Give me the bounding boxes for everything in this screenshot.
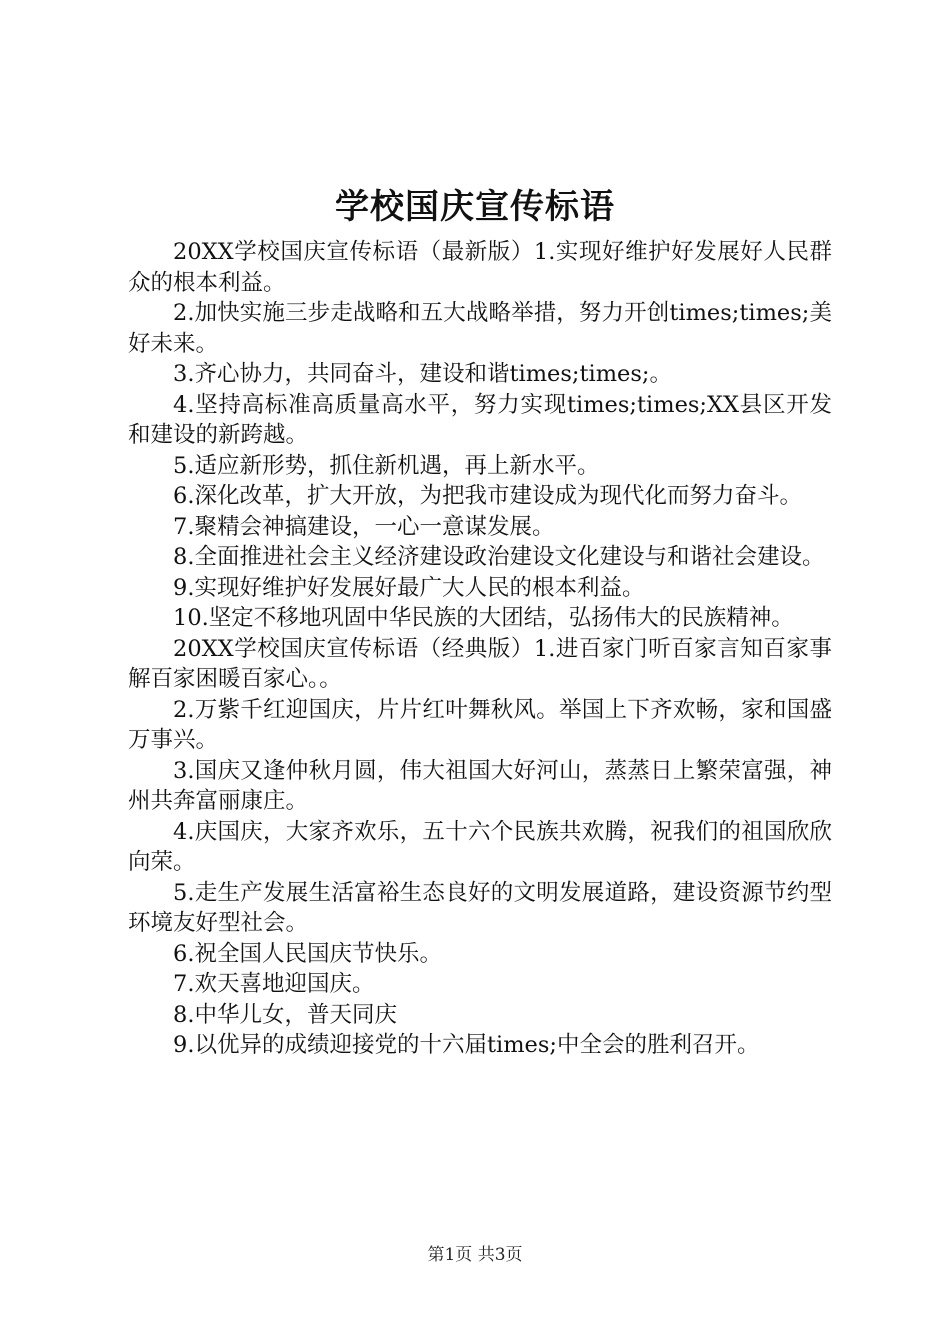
- paragraph: 2.加快实施三步走战略和五大战略举措，努力开创times;times;美好未来。: [128, 300, 832, 357]
- paragraph: 4.坚持高标准高质量高水平，努力实现times;times;XX县区开发和建设的新跨越。: [128, 391, 832, 448]
- paragraph: 8.中华儿女，普天同庆: [173, 1001, 397, 1028]
- paragraph: 6.深化改革，扩大开放，为把我市建设成为现代化而努力奋斗。: [173, 483, 802, 509]
- paragraph: 7.欢天喜地迎国庆。: [173, 971, 375, 997]
- paragraph: 20XX学校国庆宣传标语（最新版）1.实现好维护好发展好人民群众的根本利益。: [128, 239, 832, 296]
- paragraph: 5.走生产发展生活富裕生态良好的文明发展道路，建设资源节约型环境友好型社会。: [128, 879, 832, 936]
- paragraph: 9.以优异的成绩迎接党的十六届times;中全会的胜利召开。: [173, 1032, 760, 1058]
- document-body: [128, 237, 832, 1061]
- document-title: 学校国庆宣传标语: [335, 187, 615, 227]
- page-footer: 第1页 共3页: [427, 1245, 523, 1265]
- paragraph: 8.全面推进社会主义经济建设政治建设文化建设与和谐社会建设。: [173, 544, 825, 570]
- paragraph: 3.齐心协力，共同奋斗，建设和谐times;times;。: [173, 361, 672, 387]
- paragraph: 20XX学校国庆宣传标语（经典版）1.进百家门听百家言知百家事解百家困暖百家心。。: [128, 635, 832, 692]
- paragraph: 6.祝全国人民国庆节快乐。: [173, 940, 442, 967]
- paragraph: 2.万紫千红迎国庆，片片红叶舞秋风。举国上下齐欢畅，家和国盛万事兴。: [128, 696, 832, 753]
- paragraph: 9.实现好维护好发展好最广大人民的根本利益。: [173, 574, 645, 601]
- paragraph: 10.坚定不移地巩固中华民族的大团结，弘扬伟大的民族精神。: [173, 605, 794, 631]
- paragraph: 4.庆国庆，大家齐欢乐，五十六个民族共欢腾，祝我们的祖国欣欣向荣。: [128, 818, 832, 875]
- paragraph: 3.国庆又逢仲秋月圆，伟大祖国大好河山，蒸蒸日上繁荣富强，神州共奔富丽康庄。: [128, 757, 832, 814]
- paragraph: 5.适应新形势，抓住新机遇，再上新水平。: [173, 452, 600, 479]
- paragraph: 7.聚精会神搞建设，一心一意谋发展。: [173, 513, 555, 540]
